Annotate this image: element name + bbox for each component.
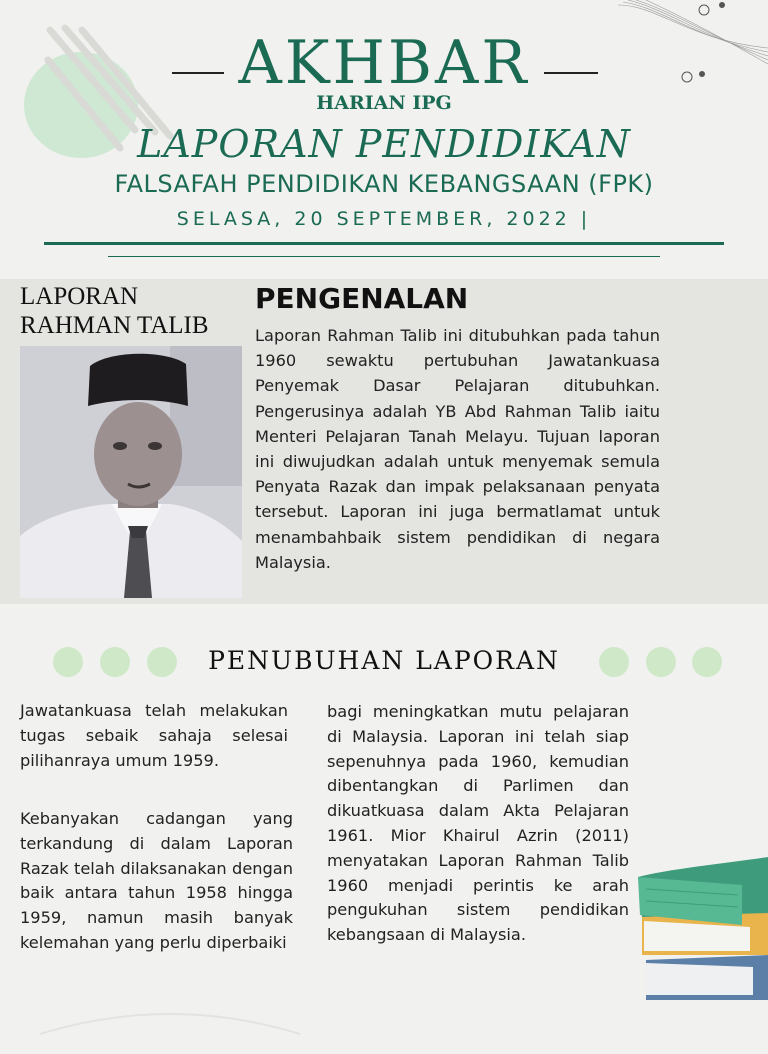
newspaper-title: AKHBAR (238, 28, 530, 98)
section-heading: PENUBUHAN LAPORAN (208, 646, 560, 675)
decorative-arc (40, 994, 300, 1054)
sidebar-title-line1: LAPORAN (20, 283, 139, 310)
intro-paragraph: Laporan Rahman Talib ini ditubuhkan pada tahun 1960 sewaktu pertubuhan Jawatankuasa Penyemak Dasar Pelajaran ditubuhkan. Pengerusinya adalah YB Abd Rahman Talib iaitu Menteri Pelajaran Tanah Melayu. Tujuan laporan ini diwujudkan adalah untuk menyemak semula Penyata Razak dan impak pelaksanaan penyata tersebut. Laporan ini juga bermatlamat untuk menambahbaik sistem pendidikan di negara Malaysia. (255, 326, 660, 572)
section-title: LAPORAN PENDIDIKAN (137, 122, 631, 166)
sidebar-title-line2: RAHMAN TALIB (20, 312, 209, 339)
topic-title: FALSAFAH PENDIDIKAN KEBANGSAAN (FPK) (114, 170, 654, 198)
column2-paragraph: bagi meningkatkan mutu pelajaran di Malaysia. Laporan ini telah siap sepenuhnya pada 1960, kemudian dibentangkan di Parlimen dan dikuatkuasa dalam Akta Pelajaran 1961. Mior Khairul Azrin (2011) menyatakan Laporan Rahman Talib 1960 menjadi perintis ke arah pengukuhan sistem pendidikan kebangsaan di Malaysia. (327, 702, 629, 945)
intro-heading: PENGENALAN (255, 282, 469, 315)
newspaper-subtitle: HARIAN IPG (316, 92, 452, 114)
header-divider-thin (108, 256, 660, 257)
column1-paragraph2: Kebanyakan cadangan yang terkandung di dalam Laporan Razak telah dilaksanakan dengan baik antara tahun 1958 hingga 1959, namun masih banyak kelemahan yang perlu diperbaiki (20, 809, 293, 952)
books-stack-icon (638, 855, 768, 1005)
portrait-photo (20, 346, 242, 598)
header-divider (44, 242, 724, 245)
column1-paragraph1: Jawatankuasa telah melakukan tugas sebaik sahaja selesai pilihanraya umum 1959. (20, 701, 288, 770)
sidebar-title (20, 282, 250, 340)
issue-date: SELASA, 20 SEPTEMBER, 2022 | (176, 208, 592, 230)
